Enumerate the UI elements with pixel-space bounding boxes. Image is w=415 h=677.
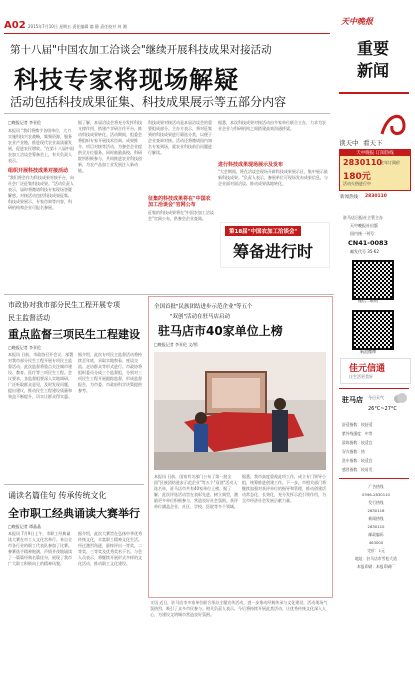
- story4-headline: 全市职工经典诵读大赛举行: [8, 507, 140, 520]
- column-title-1: 重要: [357, 39, 390, 58]
- qr1-caption: 微信二维码: [358, 298, 378, 303]
- directory-item: 邮政编码: [368, 532, 384, 537]
- banner-main: 筹备进行时: [233, 242, 314, 261]
- story3-body-col2: 据悉，我市高度重视此项工作，成立专门领导小组，统筹推进创建工作。下一步，市相关部门将继续加强对获评单位的指导和管理，推动创建活动常态化、长效化，充分发挥示范引领作用，为全市经济社会发展贡献力量。: [242, 474, 326, 503]
- info-line-4: 邮发代号 35-62: [350, 249, 379, 254]
- directory-item: 463000: [368, 540, 384, 545]
- directory-item: 2830118: [367, 508, 385, 513]
- lead-subheadline: 活动包括科技成果征集、科技成果展示等五部分内容: [10, 95, 287, 109]
- directory-item: 定价：1元: [367, 548, 385, 553]
- lead-body-col3a: 科技成果对接活动是本届洽谈会的重要组成部分。主办方表示，将对征集到的科技成果进行筛选分类，以便于企业查询对接。活动还将邀请国内知名专家到场，就农业科技前沿问题进行解读。: [148, 120, 212, 155]
- small-ad-subtitle: 让生活更美好: [349, 374, 373, 379]
- directory-item: 发行热线: [368, 500, 384, 505]
- subscribe-ad[interactable]: [339, 149, 411, 191]
- sidebar-rule-1: [339, 92, 409, 94]
- hotline-label: 新闻热线：: [340, 195, 363, 200]
- column-title-2: 新闻: [357, 61, 390, 80]
- hotline-number: 2830110: [365, 194, 387, 199]
- ad-phone: 2830110: [343, 158, 382, 167]
- sidebar-rule-2: [339, 388, 409, 389]
- ad-top: 天中晚报 订阅热线: [340, 150, 410, 156]
- directory-item: 新闻热线: [368, 516, 384, 521]
- qr2-caption: 新浪微博: [360, 349, 376, 354]
- banner-title: 第18届"中国农加工洽谈会": [225, 226, 301, 236]
- lead-body-col2: 据了解，本届洽谈会将充分发挥科技支撑作用，搭建产学研合作平台，推动科技成果转化。活动期间，组委会将组织专家开展技术咨询、成果推介、项目对接等活动，为参会企业提供全方位服务。同时鼓励高校、科研院所积极参与，共同推进农业科技创新，为农产品加工业发展注入新动能。: [78, 120, 142, 173]
- weibo-qr-code[interactable]: [352, 310, 394, 350]
- lead-bottom-rule: [4, 294, 334, 295]
- story3-kicker-2: "双创"活动在驻马店启动: [170, 314, 231, 320]
- info-line-2: 天中晚报社出版: [350, 223, 378, 228]
- cloudy-icon: [392, 392, 408, 404]
- weather-temp: 26°C~27°C: [368, 406, 397, 412]
- header-rule: [4, 33, 330, 34]
- story3-body-bottom: 又讯 近日，驻马店市多家单位联合举办主题宣传活动，进一步推动经典传承与文化建设，活动现场气氛热烈，吸引了众多市民参与。相关负责人表示，今后将持续开展此类活动，让优秀传统文化深入人心，为建设文明城市营造良好氛围。: [150, 600, 328, 617]
- story2-body-col1: 本报讯 日前，市政协召开会议，部署对我市部分民生工程开展专项民主监督活动。此次监督将重点关注城市建设、教育、医疗等三项民生工程。会议要求，各监督组要深入实地调研，广泛听取群众意见，及时发现问题、提出建议，推动民生工程建设质量和效益不断提升，切实让群众得实惠。: [8, 352, 74, 399]
- directory-item: 0396-2830110: [362, 492, 390, 497]
- lead-headline: 科技专家将现场解疑: [14, 66, 239, 94]
- ad-note: 活动火热进行中: [343, 181, 371, 186]
- directory-item: 2830110: [367, 524, 385, 529]
- lead-divider: [4, 113, 330, 114]
- small-ad-title: 佳元信通: [349, 364, 386, 374]
- info-line-1: 驻马店日报社主管主办: [343, 215, 383, 220]
- event-banner: [220, 222, 330, 268]
- story4-kicker: 诵读名篇佳句 传承传统文化: [8, 491, 107, 500]
- lead-kicker: 第十八届"中国农加工洽谈会"继续开展科技成果对接活动: [10, 44, 272, 56]
- weather-label: 今日天气: [368, 395, 384, 400]
- ad-sub: 全年订阅价: [380, 160, 400, 165]
- story4-rule: [4, 484, 144, 485]
- lead-subhead-1: 组织开展科技成果对接活动: [8, 168, 69, 174]
- weather-item: 紫外线强度：中等: [342, 431, 373, 436]
- logo-text: 天中晚报: [341, 17, 373, 26]
- weather-item: 晨练指数：较适宜: [342, 440, 373, 445]
- story2-headline: 重点监督三项民生工程建设: [8, 328, 140, 341]
- logo-swirl-icon: [378, 110, 408, 140]
- ceremony-photo: [154, 352, 326, 470]
- date-line: 2015年7月10日 星期五 责任编辑 翁 静 责任校对 何 湘: [28, 24, 127, 29]
- promo-label-2: 看天下: [363, 139, 383, 147]
- story2-kicker: 市政协对我市部分民生工程开展专项: [8, 301, 120, 309]
- story2-body-col2: 据介绍，此次专项民主监督活动将持续至年底，采取实地察看、座谈交流、走访群众等形式进行。市政协将组织委员分成三个监督组，分别对三项民生工程开展跟踪监督，形成监督报告，为市委、市政府科学决策提供参考。: [78, 352, 142, 393]
- sidebar-rule-3: [339, 478, 409, 479]
- directory-item: 本报印刷：本报印刷厂: [357, 564, 395, 569]
- story2-byline: □晚报记者 李亚伦: [8, 345, 42, 350]
- story3-body-col1: 本报讯 日前，国家有关部门公布了第一批全国"民族团结进步示范企业"等五个"双创"活动入选名单，驻马店市共有40家单位上榜。据了解，此次评选活动旨在表彰先进、树立典型，激励更多单位积极参与，营造良好社会氛围。获评单位涵盖企业、社区、学校、医院等多个领域。: [154, 474, 238, 509]
- lead-body-col4a: 据悉，本次科技成果对接活动由多家单位联合主办，力求为农业企业与科研机构之间搭建高效沟通桥梁。: [218, 120, 326, 131]
- cn-code: CN41-0083: [348, 239, 389, 247]
- promo-label-1: 读天中: [339, 139, 359, 147]
- story4-byline: □晚报记者 谭晶晶: [8, 524, 42, 529]
- weather-item: 穿衣指数：热: [342, 449, 365, 454]
- story3-byline: □晚报记者 李亚伦 文/图: [154, 342, 198, 347]
- ad-price: 180元: [343, 172, 371, 182]
- story3-headline: 驻马店市40家单位上榜: [158, 324, 283, 338]
- info-line-3: 国内统一刊号：: [350, 231, 378, 236]
- story3-kicker: 全国首批"民族团结进步示范企业"等五个: [154, 304, 253, 310]
- small-ad[interactable]: [340, 358, 411, 384]
- story4-body-col2: 据介绍，此次大赛旨在弘扬中华优秀传统文化，丰富职工精神文化生活。经过激烈角逐，最终评出一等奖、二等奖、三等奖及优秀奖若干名。与会人员表示，将继续开展形式多样的文化活动，推动职工文化建设。: [78, 531, 142, 566]
- lead-subhead-3: 进行科技成果现场展示及发布: [218, 162, 284, 168]
- directory-list: [342, 483, 410, 571]
- lead-body-col3b: 征集的科技成果将在"中国农加工洽谈会"官网公布，供参会企业查阅。: [148, 210, 214, 221]
- lead-byline: □晚报记者 李亚伦: [8, 120, 42, 125]
- lead-body-col4b: "大会期间，将在洽谈会现场开辟科技成果展示区，集中展示最新科技成果。"负责人表示，参展单位可现场发布成果信息，与企业面对面洽谈，推动成果落地转化。: [218, 169, 328, 186]
- weather-list: [342, 420, 410, 474]
- directory-item: 地址：驻马店市雪松大道: [355, 556, 397, 561]
- lead-subhead-2: 征集的科技成果将在"中国农加工洽谈会"官网公布: [148, 196, 211, 208]
- story4-body-col1: 本报讯 7月9日上午，市职工经典诵读大赛在市工人文化宫举行。来自全市各行业的职工代表队参加了比赛。参赛选手精神饱满，声情并茂地诵读了一篇篇经典名篇佳句，展现了我市广大职工积极向上的精神风貌。: [8, 531, 72, 566]
- masthead-logo: [341, 16, 399, 28]
- lead-body-col1: 本报讯 "我们将携手各级单位，大力实施科技兴农战略，集聚资源，服务农业产业链，推进现代农业高质量发展，促进农民增收。"在第十八届中国农加工洽谈会筹备会上，有关负责人表示。: [8, 128, 74, 163]
- weather-city: 驻马店: [342, 396, 363, 404]
- directory-item: 广告热线: [368, 484, 384, 489]
- lead-body-col1b: "我们将会作为科技成果对接平台，向社会广泛征集科技成果。"活动负责人表示，届时将邀请科技专家现场答疑解惑。对接活动包括科技成果征集、科技成果展示、专家咨询等内容，科研机构和企业可报名参展。: [8, 175, 74, 210]
- wechat-qr-code[interactable]: [352, 260, 394, 300]
- story2-kicker-2: 民主监督活动: [8, 314, 50, 322]
- page-code: A02: [4, 20, 26, 31]
- weather-item: 舒适指数：较舒适: [342, 422, 373, 427]
- weather-item: 洗车指数：较适宜: [342, 458, 373, 463]
- weather-item: 感冒指数：较易发: [342, 467, 373, 472]
